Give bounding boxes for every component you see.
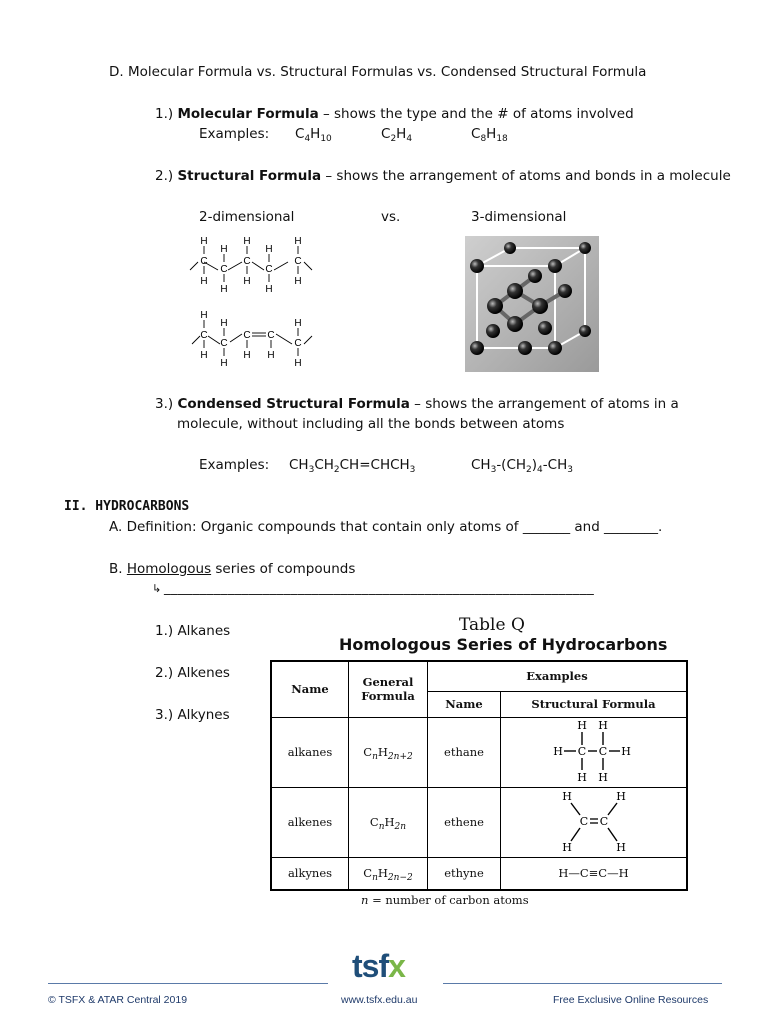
svg-text:H: H: [576, 718, 587, 732]
homologous-blank: _____________________________________________________________: [164, 580, 595, 596]
section-d-heading: D. Molecular Formula vs. Structural Formulas vs. Condensed Structural Formula: [109, 64, 647, 80]
svg-text:C: C: [577, 744, 586, 758]
svg-text:H: H: [294, 318, 302, 329]
homologous-series-line: B. Homologous series of compounds: [109, 561, 356, 577]
svg-text:H: H: [294, 236, 302, 247]
structural-3d-diagram: [465, 236, 599, 372]
example-condensed-2: $CH_3-(CH_2)_4-CH_3$: [471, 457, 573, 475]
term-homologous: Homologous: [126, 561, 212, 577]
header-examples: Examples: [428, 661, 688, 691]
examples-label: Examples:: [199, 126, 270, 142]
ethyne-structure: H—C≡C—H: [501, 857, 688, 890]
row-name: alkynes: [271, 857, 349, 890]
section-ii-heading: II. HYDROCARBONS: [64, 499, 190, 514]
svg-text:C: C: [200, 256, 208, 267]
row-example: ethene: [428, 787, 501, 857]
svg-text:H: H: [267, 350, 275, 361]
svg-text:H: H: [597, 770, 608, 783]
table-subtitle: Homologous Series of Hydrocarbons: [339, 635, 668, 654]
structural-formula-line: 2.) Structural Formula – shows the arrangement of atoms and bonds in a molecule: [155, 168, 731, 184]
header-general-formula: General Formula: [349, 661, 428, 717]
svg-text:C: C: [265, 264, 273, 275]
svg-text:H: H: [294, 358, 302, 369]
row-name: alkenes: [271, 787, 349, 857]
list-item-alkynes: 3.) Alkynes: [155, 707, 230, 723]
svg-text:H: H: [243, 236, 251, 247]
svg-text:C: C: [220, 264, 228, 275]
svg-text:H: H: [615, 789, 626, 803]
svg-text:C: C: [243, 256, 251, 267]
svg-text:C: C: [294, 338, 302, 349]
table-row: [271, 717, 687, 787]
row-example: ethane: [428, 717, 501, 787]
svg-text:H: H: [220, 244, 228, 255]
svg-text:H: H: [561, 840, 572, 853]
table-footnote: n = number of carbon atoms: [361, 893, 529, 907]
svg-text:H: H: [620, 744, 631, 758]
header-example-name: Name: [428, 691, 501, 717]
footer-resources: Free Exclusive Online Resources: [553, 994, 709, 1006]
svg-text:C: C: [598, 744, 607, 758]
svg-text:H: H: [200, 276, 208, 287]
svg-text:H: H: [265, 244, 273, 255]
term-condensed-structural-formula: Condensed Structural Formula: [177, 396, 410, 412]
ethane-structure: [501, 717, 688, 787]
list-item-alkanes: 1.) Alkanes: [155, 623, 231, 639]
item-number: 1.): [155, 106, 174, 122]
svg-text:H: H: [243, 350, 251, 361]
svg-text:H: H: [220, 284, 228, 295]
table-row: [271, 857, 687, 890]
row-formula: $C_nH_{2n-2}$: [349, 857, 428, 890]
svg-text:H: H: [265, 284, 273, 295]
svg-text:H: H: [220, 318, 228, 329]
svg-text:C: C: [200, 330, 208, 341]
homologous-table: [270, 660, 688, 891]
svg-text:H: H: [615, 840, 626, 853]
svg-text:C: C: [294, 256, 302, 267]
term-molecular-formula: Molecular Formula: [177, 106, 319, 122]
label-2d: 2-dimensional: [199, 209, 295, 225]
example-c2h4: $C_2H_4$: [381, 126, 413, 144]
structural-2d-diagram: [188, 232, 318, 372]
header-name: Name: [271, 661, 349, 717]
condensed-formula-line: 3.) Condensed Structural Formula – shows the arrangement of atoms in a: [155, 396, 679, 412]
table-row: [271, 787, 687, 857]
row-formula: $C_nH_{2n+2}$: [349, 717, 428, 787]
tsfx-logo: tsfx: [352, 948, 405, 984]
svg-text:C: C: [243, 330, 251, 341]
svg-text:H: H: [561, 789, 572, 803]
header-structural-formula: Structural Formula: [501, 691, 688, 717]
svg-text:H: H: [200, 310, 208, 321]
ethene-structure: [501, 787, 688, 857]
svg-text:C: C: [220, 338, 228, 349]
svg-text:H: H: [552, 744, 563, 758]
svg-text:H: H: [220, 358, 228, 369]
svg-text:C: C: [599, 814, 608, 828]
table-title: Table Q: [459, 615, 525, 635]
svg-text:C: C: [267, 330, 275, 341]
row-example: ethyne: [428, 857, 501, 890]
label-vs: vs.: [381, 209, 401, 225]
arrow-icon: ↳: [152, 582, 162, 595]
label-3d: 3-dimensional: [471, 209, 567, 225]
row-formula: $C_nH_{2n}$: [349, 787, 428, 857]
molecular-formula-line: [155, 106, 634, 122]
example-c4h10: $C_4H_{10}$: [295, 126, 332, 144]
footer-copyright: © TSFX & ATAR Central 2019: [48, 994, 188, 1006]
svg-text:H: H: [597, 718, 608, 732]
svg-text:H: H: [576, 770, 587, 783]
footer-website-link[interactable]: www.tsfx.edu.au: [341, 994, 418, 1006]
footer-divider-left: [48, 983, 328, 984]
svg-text:H: H: [200, 236, 208, 247]
footer-divider-right: [443, 983, 722, 984]
example-condensed-1: $CH_3CH_2CH=CHCH_3$: [289, 457, 416, 475]
svg-text:H: H: [243, 276, 251, 287]
term-structural-formula: Structural Formula: [177, 168, 322, 184]
svg-text:H: H: [200, 350, 208, 361]
definition-a: A. Definition: Organic compounds that contain only atoms of _______ and ________.: [109, 519, 663, 535]
svg-text:C: C: [579, 814, 588, 828]
molecular-formula-desc: – shows the type and the # of atoms involved: [318, 106, 634, 122]
examples-label-2: Examples:: [199, 457, 270, 473]
row-name: alkanes: [271, 717, 349, 787]
list-item-alkenes: 2.) Alkenes: [155, 665, 230, 681]
svg-text:H: H: [294, 276, 302, 287]
example-c8h18: $C_8H_{18}$: [471, 126, 508, 144]
condensed-formula-desc2: molecule, without including all the bonds between atoms: [177, 416, 565, 432]
